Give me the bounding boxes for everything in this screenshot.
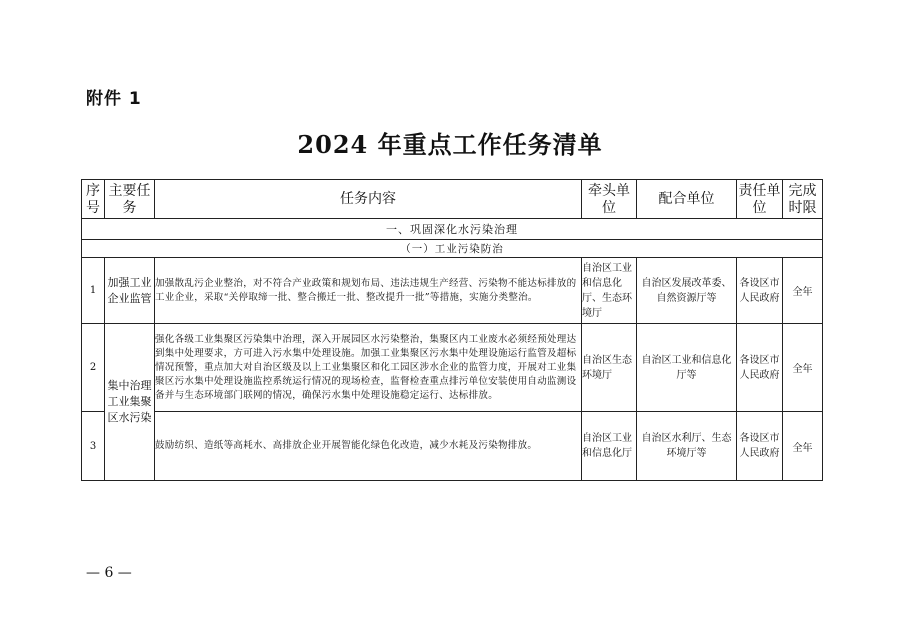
table-row [82,258,823,324]
row-main-task-merged: 集中治理工业集聚区水污染 [105,324,155,481]
header-deadline: 完成时限 [783,180,823,219]
row-coop-unit: 自治区工业和信息化厅等 [637,324,737,412]
row-content: 强化各级工业集聚区污染集中治理，深入开展园区水污染整治，集聚区内工业废水必须经预处理达到集中处理要求，方可进入污水集中处理设施。加强工业集聚区污水集中处理设施运行监管及超标情况预警，重点加大对自治区级及以上工业集聚区和化工园区涉水企业的监管力度，开展对工业集聚区污水集中处理设施监控系统运行情况的现场检查，监督检查重点排污单位安装使用自动监测设备并与生态环境部门联网的情况，确保污水集中处理设施稳定运行、达标排放。 [155,324,582,412]
row-seq: 3 [82,412,105,481]
row-coop-unit: 自治区发展改革委、自然资源厅等 [637,258,737,324]
header-coop-unit: 配合单位 [637,180,737,219]
table-header-row [82,180,823,219]
row-lead-unit: 自治区工业和信息化厅 [582,412,637,481]
row-content: 加强散乱污企业整治，对不符合产业政策和规划布局、违法违规生产经营、污染物不能达标排放的工业企业，采取“关停取缔一批、整合搬迁一批、整改提升一批”等措施，实施分类整治。 [155,258,582,324]
header-main-task: 主要任务 [105,180,155,219]
row-deadline: 全年 [783,324,823,412]
header-seq: 序号 [82,180,105,219]
row-seq: 2 [82,324,105,412]
row-deadline: 全年 [783,258,823,324]
row-seq: 1 [82,258,105,324]
header-resp-unit: 责任单位 [737,180,783,219]
row-lead-unit: 自治区生态环境厅 [582,324,637,412]
task-table [81,179,823,481]
row-resp-unit: 各设区市人民政府 [737,258,783,324]
row-resp-unit: 各设区市人民政府 [737,324,783,412]
subsection-title: （一）工业污染防治 [82,240,823,258]
attachment-label: 附件 1 [86,89,142,109]
table-row [82,324,823,412]
row-deadline: 全年 [783,412,823,481]
row-resp-unit: 各设区市人民政府 [737,412,783,481]
header-lead-unit: 牵头单位 [582,180,637,219]
row-coop-unit: 自治区水利厅、生态环境厅等 [637,412,737,481]
section-row [82,219,823,240]
subsection-row [82,240,823,258]
row-main-task: 加强工业企业监管 [105,258,155,324]
section-title: 一、巩固深化水污染治理 [82,219,823,240]
row-content: 鼓励纺织、造纸等高耗水、高排放企业开展智能化绿色化改造，减少水耗及污染物排放。 [155,412,582,481]
table-row [82,412,823,481]
page-number: — 6 — [86,565,132,581]
row-lead-unit: 自治区工业和信息化厅、生态环境厅 [582,258,637,324]
header-content: 任务内容 [155,180,582,219]
page-title: 2024 年重点工作任务清单 [297,130,603,159]
